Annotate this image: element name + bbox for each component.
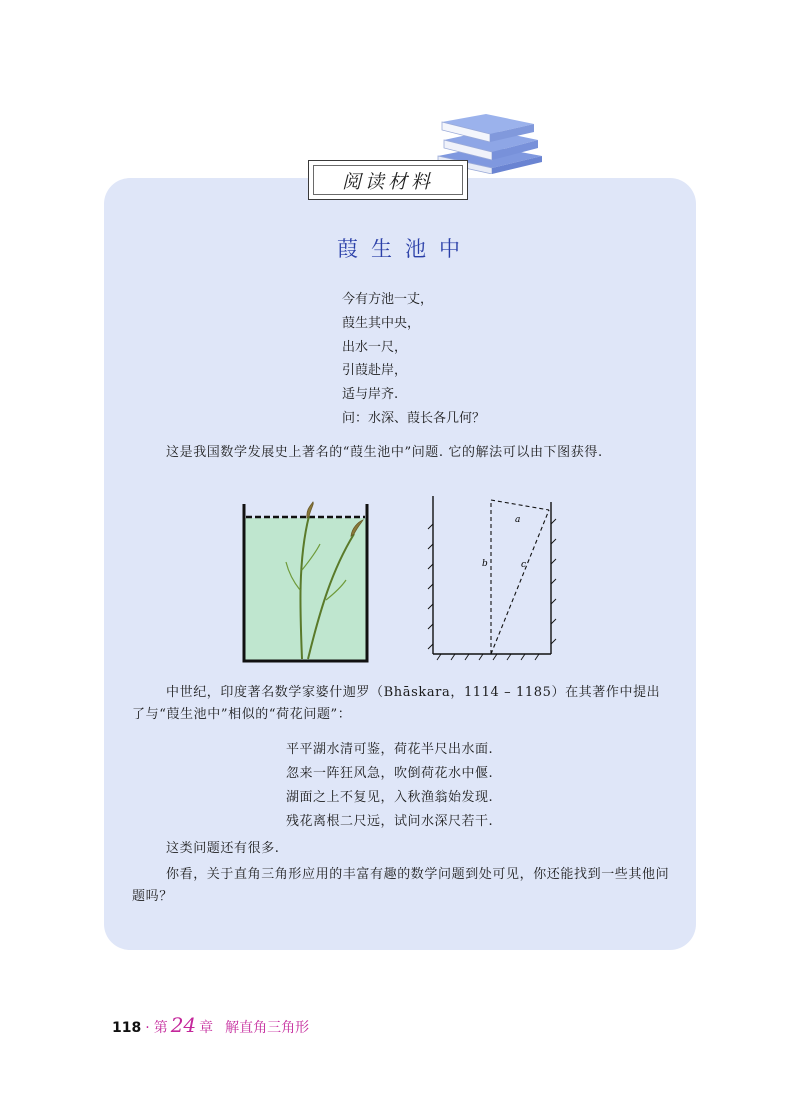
chapter-number: 24: [170, 1013, 197, 1037]
label-c: c: [521, 560, 527, 570]
poem-line: 出水一尺，: [342, 339, 408, 355]
poem-line: 湖面之上不复见，入秋渔翁始发现.: [286, 790, 494, 805]
poem-line: 适与岸齐.: [342, 387, 399, 403]
pond-reed-illustration: [240, 500, 370, 664]
page-footer: [112, 1013, 309, 1037]
poem-line: 今有方池一丈，: [342, 292, 434, 307]
label-b: b: [482, 559, 488, 569]
pond-geometry-diagram: [425, 494, 565, 662]
paragraph-closing-question: 你看，关于直角三角形应用的丰富有趣的数学问题到处可见，你还能找到一些其他问题吗？: [132, 867, 670, 904]
chapter-prefix: 第: [153, 1020, 168, 1036]
poem-line: 葭生其中央，: [342, 315, 421, 331]
poem-line: 引葭赴岸，: [342, 363, 408, 379]
footer-separator: ·: [145, 1020, 150, 1036]
poem-lotus: [286, 738, 493, 834]
page-number: 118: [112, 1020, 142, 1036]
section-title: 葭生池中: [337, 237, 473, 261]
paragraph-intro: 这是我国数学发展史上著名的“葭生池中”问题. 它的解法可以由下图获得.: [166, 445, 603, 460]
poem-line: 平平湖水清可鉴，荷花半尺出水面.: [286, 742, 494, 757]
banner-label: 阅读材料: [341, 170, 434, 193]
reading-material-banner: [308, 160, 468, 200]
poem-line: 残花离根二尺远，试问水深尺若干.: [286, 814, 494, 829]
chapter-suffix: 章: [199, 1020, 214, 1036]
chapter-title: 解直角三角形: [225, 1020, 310, 1036]
poem-line: 忽来一阵狂风急，吹倒荷花水中偃.: [286, 766, 494, 781]
label-a: a: [515, 515, 521, 525]
poem-jia-sheng: [342, 288, 485, 431]
paragraph-bhaskara: 中世纪，印度著名数学家婆什迦罗（Bhāskara，1114 – 1185）在其著作中提出了与“葭生池中”相似的“荷花问题”：: [132, 685, 661, 722]
poem-line: 问：水深、葭长各几何？: [342, 410, 486, 426]
paragraph-more-problems: 这类问题还有很多.: [166, 841, 280, 856]
